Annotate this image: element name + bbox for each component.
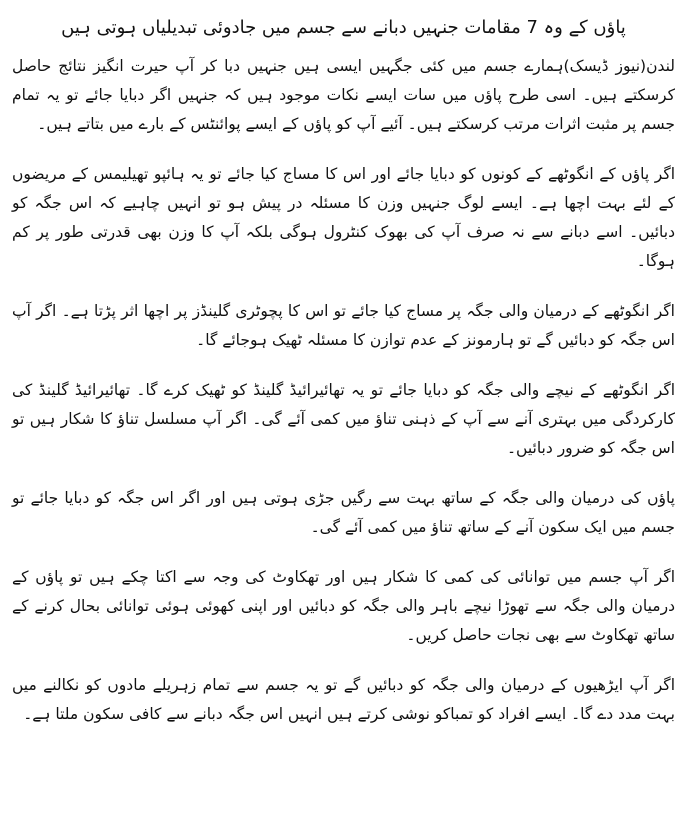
article-paragraph: لندن(نیوز ڈیسک)ہمارے جسم میں کئی جگہیں ایسی ہیں جنہیں دبا کر آپ حیرت انگیز نتائج حاصل کرسکتے ہیں۔ اسی طرح پاؤں میں سات ایسے نکات موجود ہیں کہ جنہیں اگر دبایا جائے تو یہ تمام جسم پر مثبت اثرات مرتب کرسکتے ہیں۔ آئیے آپ کو پاؤں کے ایسے پوائنٹس کے بارے میں بتاتے ہیں۔	[12, 57, 675, 133]
article-paragraph: پاؤں کی درمیان والی جگہ کے ساتھ بہت سے رگیں جڑی ہوتی ہیں اور اگر اس جگہ کو دبایا جائے تو جسم میں ایک سکون آنے کے ساتھ تناؤ میں کمی آئے گی۔	[12, 489, 675, 536]
article-paragraph: اگر آپ جسم میں توانائی کی کمی کا شکار ہیں اور تھکاوٹ کی وجہ سے اکتا چکے ہیں تو پاؤں کے درمیان والی جگہ سے تھوڑا نیچے باہر والی جگہ کو دبائیں اور اپنی کھوئی ہوئی توانائی بحال کرنے کے ساتھ تھکاوٹ سے بھی نجات حاصل کریں۔	[12, 568, 675, 644]
article-paragraph: اگر پاؤں کے انگوٹھے کے کونوں کو دبایا جائے اور اس کا مساج کیا جائے تو یہ ہائپو تھیلیمس کے مریضوں کے لئے بہت اچھا ہے۔ ایسے لوگ جنہیں وزن کا مسئلہ در پیش ہو تو انہیں چاہیے کہ اس جگہ کو دبائیں۔ اسے دبانے سے نہ صرف آپ کی بھوک کنٹرول ہوگی بلکہ آپ کا وزن بھی قدرتی طور پر کم ہوگا۔	[12, 165, 675, 270]
article-paragraph: اگر آپ ایڑھیوں کے درمیان والی جگہ کو دبائیں گے تو یہ جسم سے تمام زہریلے مادوں کو نکالنے میں بہت مدد دے گا۔ ایسے افراد کو تمباکو نوشی کرتے ہیں انہیں اس جگہ دبانے سے کافی سکون ملتا ہے۔	[12, 676, 675, 723]
article-title: پاؤں کے وہ 7 مقامات جنہیں دبانے سے جسم میں جادوئی تبدیلیاں ہوتی ہیں	[61, 17, 626, 38]
article-paragraph: اگر انگوٹھے کے نیچے والی جگہ کو دبایا جائے تو یہ تھائیرائیڈ گلینڈ کو ٹھیک کرے گا۔ تھائیرائیڈ گلینڈ کی کارکردگی میں بہتری آنے سے آپ کے ذہنی تناؤ میں کمی آئے گی۔ اگر آپ مسلسل تناؤ کا شکار ہیں تو اس جگہ کو ضرور دبائیں۔	[12, 381, 675, 457]
article-paragraph: اگر انگوٹھے کے درمیان والی جگہ پر مساج کیا جائے تو اس کا پچوٹری گلینڈز پر اچھا اثر پڑتا ہے۔ اگر آپ اس جگہ کو دبائیں گے تو ہارمونز کے عدم توازن کا مسئلہ ٹھیک ہوجائے گا۔	[12, 302, 675, 349]
